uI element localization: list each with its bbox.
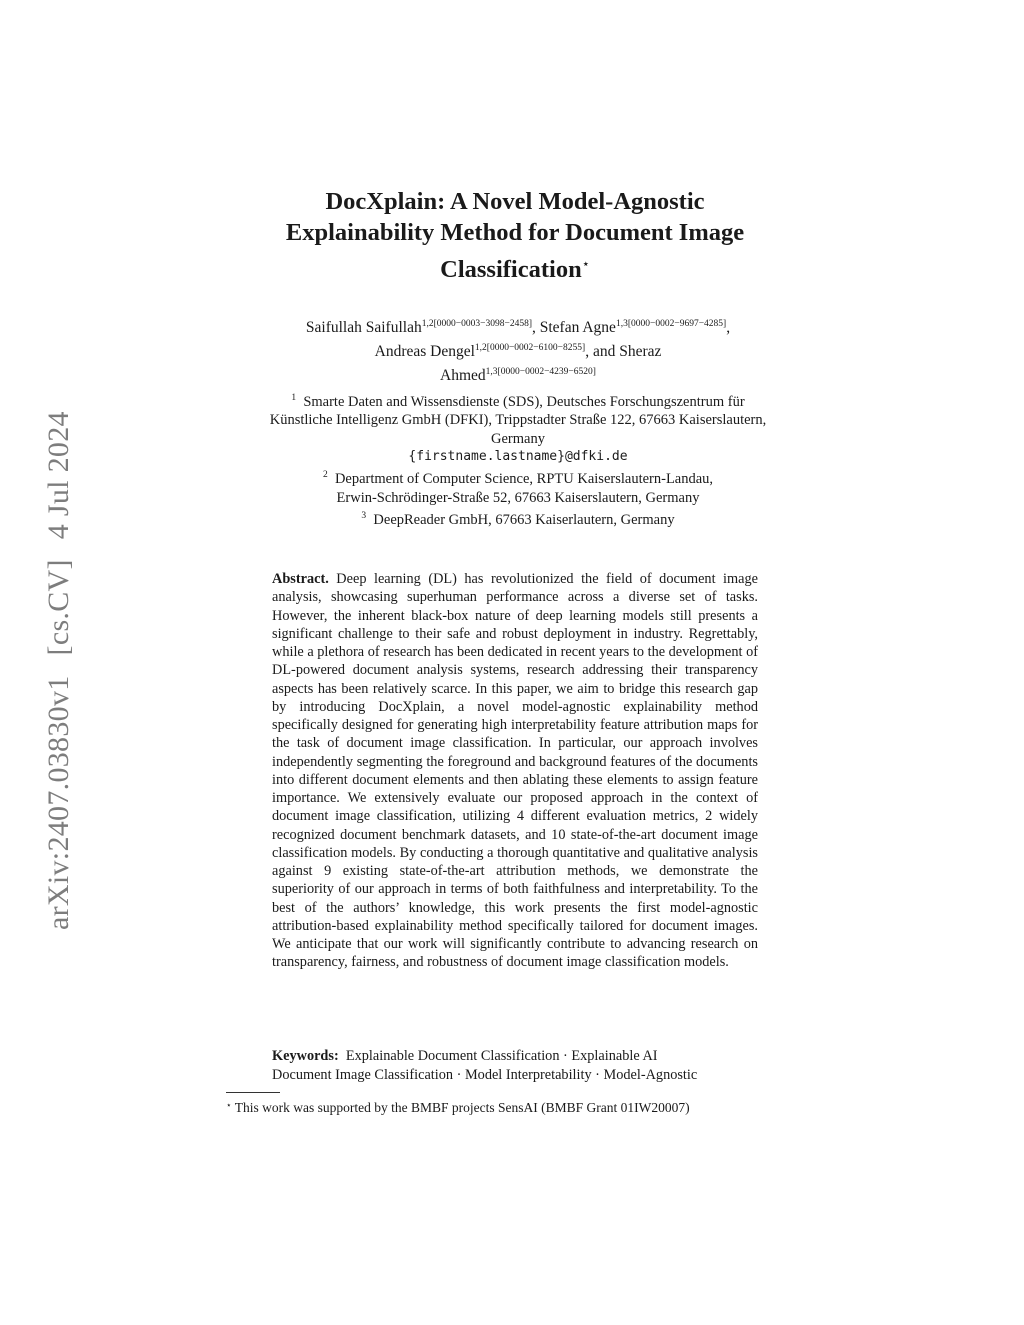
arxiv-date: 4 Jul 2024 (42, 411, 75, 540)
abstract (272, 570, 758, 972)
author-affiliation-orcid: 1,3[0000−0002−9697−4285] (615, 319, 727, 329)
title-line-1: DocXplain: A Novel Model-Agnostic (325, 188, 705, 215)
affiliation-email[interactable]: {firstname.lastname}@dfki.de (408, 449, 628, 465)
footnote-divider (226, 1092, 280, 1093)
title-line-2: Explainability Method for Document Image (285, 219, 745, 246)
author-line-2: Andreas Dengel$^{1,2[0000-0002-6100-8255]}$, and Sheraz (374, 343, 662, 360)
author-name: Ahmed (440, 367, 486, 384)
arxiv-stamp (42, 370, 76, 930)
author-affiliation-orcid: 1,3[0000−0002−4239−6520] (485, 367, 596, 377)
author-name: Stefan Agne (539, 319, 616, 336)
affiliation-1-line-1: $^1$ Smarte Daten and Wissensdienste (SDS), Deutsches Forschungszentrum für (291, 393, 745, 410)
author-affiliation-orcid: 1,2[0000−0002−6100−8255] (474, 343, 586, 353)
keywords (272, 1047, 762, 1084)
arxiv-identifier: arXiv:2407.03830v1 (42, 675, 75, 930)
footnote (226, 1097, 826, 1116)
author-affiliation-orcid: 1,2[0000−0003−3098−2458] (421, 319, 532, 329)
affiliation-1-line-3: Germany (491, 430, 545, 447)
author-list (222, 314, 814, 386)
affiliation-2-line-1: $^2$ Department of Computer Science, RPTU Kaiserslautern-Landau, (322, 470, 714, 488)
keywords-line-1: Keywords: Explainable Document Classification · Explainable AI (272, 1048, 658, 1064)
author-name: Saifullah Saifullah (305, 319, 422, 336)
author-name: Andreas Dengel (374, 343, 475, 360)
abstract-label: Abstract. (272, 571, 329, 587)
title-line-3 (230, 248, 800, 285)
affiliation-3-line-1: $^3$ DeepReader GmbH, 67663 Kaiserlautern, Germany (361, 511, 675, 528)
abstract-text: Deep learning (DL) has revolutionized the field of document image analysis, showcasing superhuman performance across a diverse set of tasks. However, the inherent black-box nature of deep learning models still presents a significant challenge to their safe and robust deployment in industry. Regrettably, while a plethora of research has been dedicated in recent years to the development of DL-powered document analysis systems, research addressing their transparency aspects has been relatively scarce. In this paper, we aim to bridge this research gap by introducing DocXplain, a novel model-agnostic explainability method specifically designed for generating high interpretability feature attribution maps for the task of document image classification. In particular, our approach involves independently segmenting the foreground and background features of the documents into different document elements and then ablating these elements to assign feature importance. We extensively evaluate our proposed approach in the context of document image classification, utilizing 4 different evaluation metrics, 2 widely recognized document benchmark datasets, and 10 state-of-the-art document image classification models. By conducting a thorough quantitative and qualitative analysis against 9 existing state-of-the-art attribution methods, we demonstrate the superiority of our approach in terms of both faithfulness and interpretability. To the best of the authors’ knowledge, this work presents the first model-agnostic attribution-based explainability method specifically tailored for document images. We anticipate that our work will significantly contribute to advancing research on transparency, fairness, and robustness of document image classification models. (272, 571, 758, 971)
affiliation-2-line-2: Erwin-Schrödinger-Straße 52, 67663 Kaiserslautern, Germany (336, 489, 700, 506)
footnote-text: This work was supported by the BMBF projects SensAI (BMBF Grant 01IW20007) (234, 1100, 690, 1115)
keywords-label: Keywords: (272, 1048, 339, 1064)
footnote-marker: ⋆ (226, 1100, 232, 1110)
paper-title (230, 186, 800, 285)
affiliation-1-line-2: Künstliche Intelligenz GmbH (DFKI), Trippstadter Straße 122, 67663 Kaiserslautern, (269, 412, 767, 429)
affiliations (200, 389, 836, 529)
arxiv-category: [cs.CV] (42, 559, 75, 656)
title-footnote-marker: ⋆ (581, 256, 590, 271)
title-line-3-text: Classification (440, 256, 582, 284)
author-line-3 (222, 362, 814, 386)
author-line-1: Saifullah Saifullah$^{1,2[0000-0003-3098-2458]}$, Stefan Agne$^{1,3[0000-0002-9697-4285]}$, (305, 319, 731, 336)
keywords-line-2: Document Image Classification · Model Interpretability · Model-Agnostic (272, 1066, 698, 1083)
